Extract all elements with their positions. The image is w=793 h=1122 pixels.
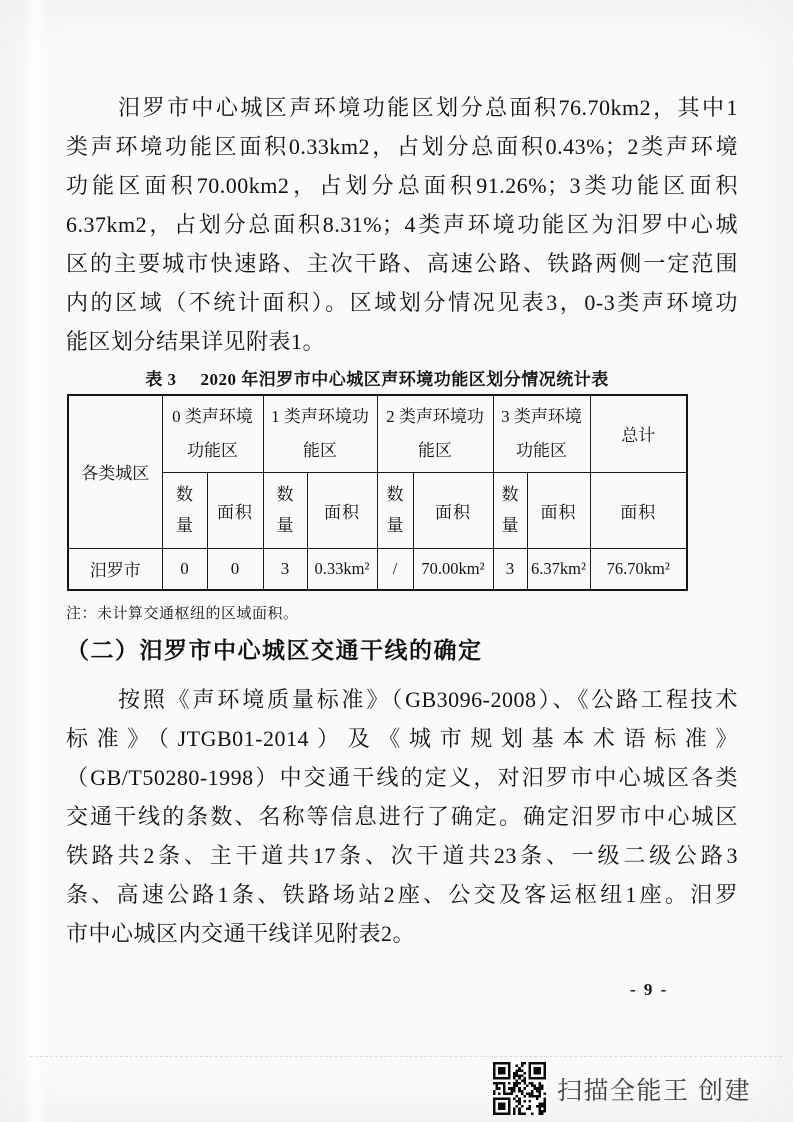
noise-zone-statistics-table xyxy=(67,394,688,591)
area-header: 面积 xyxy=(527,472,590,548)
group-label-line: 功能区 xyxy=(516,440,567,460)
paragraph-line: 铁路共2条、主干道共17条、次干道共23条、一级二级公路3 xyxy=(66,843,738,868)
qr-code xyxy=(493,1062,546,1115)
paragraph-line: 标准》（JTGB01-2014）及《城市规划基本术语标准》 xyxy=(66,726,738,751)
table-caption-number: 表 3 xyxy=(145,370,177,389)
count-header-text: 数量 xyxy=(176,485,193,535)
group-label-line: 能区 xyxy=(418,440,452,460)
total-header: 总计 xyxy=(590,395,687,472)
table-note: 注：未计算交通枢纽的区域面积。 xyxy=(66,606,299,622)
paragraph-line: 内的区域（不统计面积）。区域划分情况见表3，0-3类声环境功 xyxy=(66,290,738,315)
table-caption xyxy=(66,365,688,390)
scanner-watermark-text: 扫描全能王 创建 xyxy=(557,1077,751,1105)
column-group-class3 xyxy=(493,395,590,472)
group-label-line: 功能区 xyxy=(187,440,238,460)
value-cell: / xyxy=(377,548,413,590)
paragraph-line: 类声环境功能区面积0.33km2，占划分总面积0.43%；2类声环境 xyxy=(66,134,738,159)
value-cell: 3 xyxy=(493,548,527,590)
count-header-text: 数量 xyxy=(276,485,294,535)
column-group-class1 xyxy=(263,395,377,472)
count-header xyxy=(493,472,527,548)
page-number: - 9 - xyxy=(630,980,669,999)
paragraph-line: 市中心城区内交通干线详见附表2。 xyxy=(66,921,416,946)
scan-artifact-line xyxy=(30,1056,782,1057)
group-label-line: 3 类声环境 xyxy=(501,406,582,426)
value-cell: 0 xyxy=(207,548,263,590)
count-header-text: 数量 xyxy=(386,485,404,535)
table-corner-header: 各类城区 xyxy=(68,395,162,548)
group-label-line: 0 类声环境 xyxy=(172,406,253,426)
count-header-text: 数量 xyxy=(501,485,519,535)
value-cell: 0.33km² xyxy=(307,548,377,590)
table-caption-title: 2020 年汨罗市中心城区声环境功能区划分情况统计表 xyxy=(200,370,609,389)
paragraph-line: 汨罗市中心城区声环境功能区划分总面积76.70km2，其中1 xyxy=(118,95,738,120)
paragraph-line: （GB/T50280-1998）中交通干线的定义，对汨罗市中心城区各类 xyxy=(66,765,738,790)
area-header: 面积 xyxy=(207,472,263,548)
value-cell: 3 xyxy=(263,548,307,590)
column-group-class0 xyxy=(162,395,263,472)
scan-artifact-band xyxy=(22,0,48,1122)
paragraph-line: 区的主要城市快速路、主次干路、高速公路、铁路两侧一定范围 xyxy=(66,251,738,276)
section-heading: （二）汨罗市中心城区交通干线的确定 xyxy=(66,638,483,663)
group-label-line: 1 类声环境功 xyxy=(271,406,369,426)
column-group-class2 xyxy=(377,395,493,472)
paragraph-line: 能区划分结果详见附表1。 xyxy=(66,329,326,354)
group-label-line: 2 类声环境功 xyxy=(386,406,484,426)
paragraph-noise-zone-areas xyxy=(66,88,738,361)
paragraph-line: 功能区面积70.00km2，占划分总面积91.26%；3类功能区面积 xyxy=(66,173,738,198)
paragraph-line: 6.37km2，占划分总面积8.31%；4类声环境功能区为汨罗中心城 xyxy=(66,212,738,237)
value-cell: 76.70km² xyxy=(590,548,687,590)
group-label-line: 能区 xyxy=(303,440,337,460)
area-header: 面积 xyxy=(413,472,493,548)
value-cell: 70.00km² xyxy=(413,548,493,590)
paragraph-line: 条、高速公路1条、铁路场站2座、公交及客运枢纽1座。汨罗 xyxy=(66,882,738,907)
count-header xyxy=(162,472,207,548)
region-cell: 汨罗市 xyxy=(68,548,162,590)
total-area-header: 面积 xyxy=(590,472,687,548)
value-cell: 6.37km² xyxy=(527,548,590,590)
value-cell: 0 xyxy=(162,548,207,590)
count-header xyxy=(263,472,307,548)
paragraph-line: 交通干线的条数、名称等信息进行了确定。确定汨罗市中心城区 xyxy=(66,804,738,829)
area-header: 面积 xyxy=(307,472,377,548)
paragraph-traffic-lines xyxy=(66,680,738,953)
count-header xyxy=(377,472,413,548)
paragraph-line: 按照《声环境质量标准》（GB3096-2008）、《公路工程技术 xyxy=(118,687,738,712)
